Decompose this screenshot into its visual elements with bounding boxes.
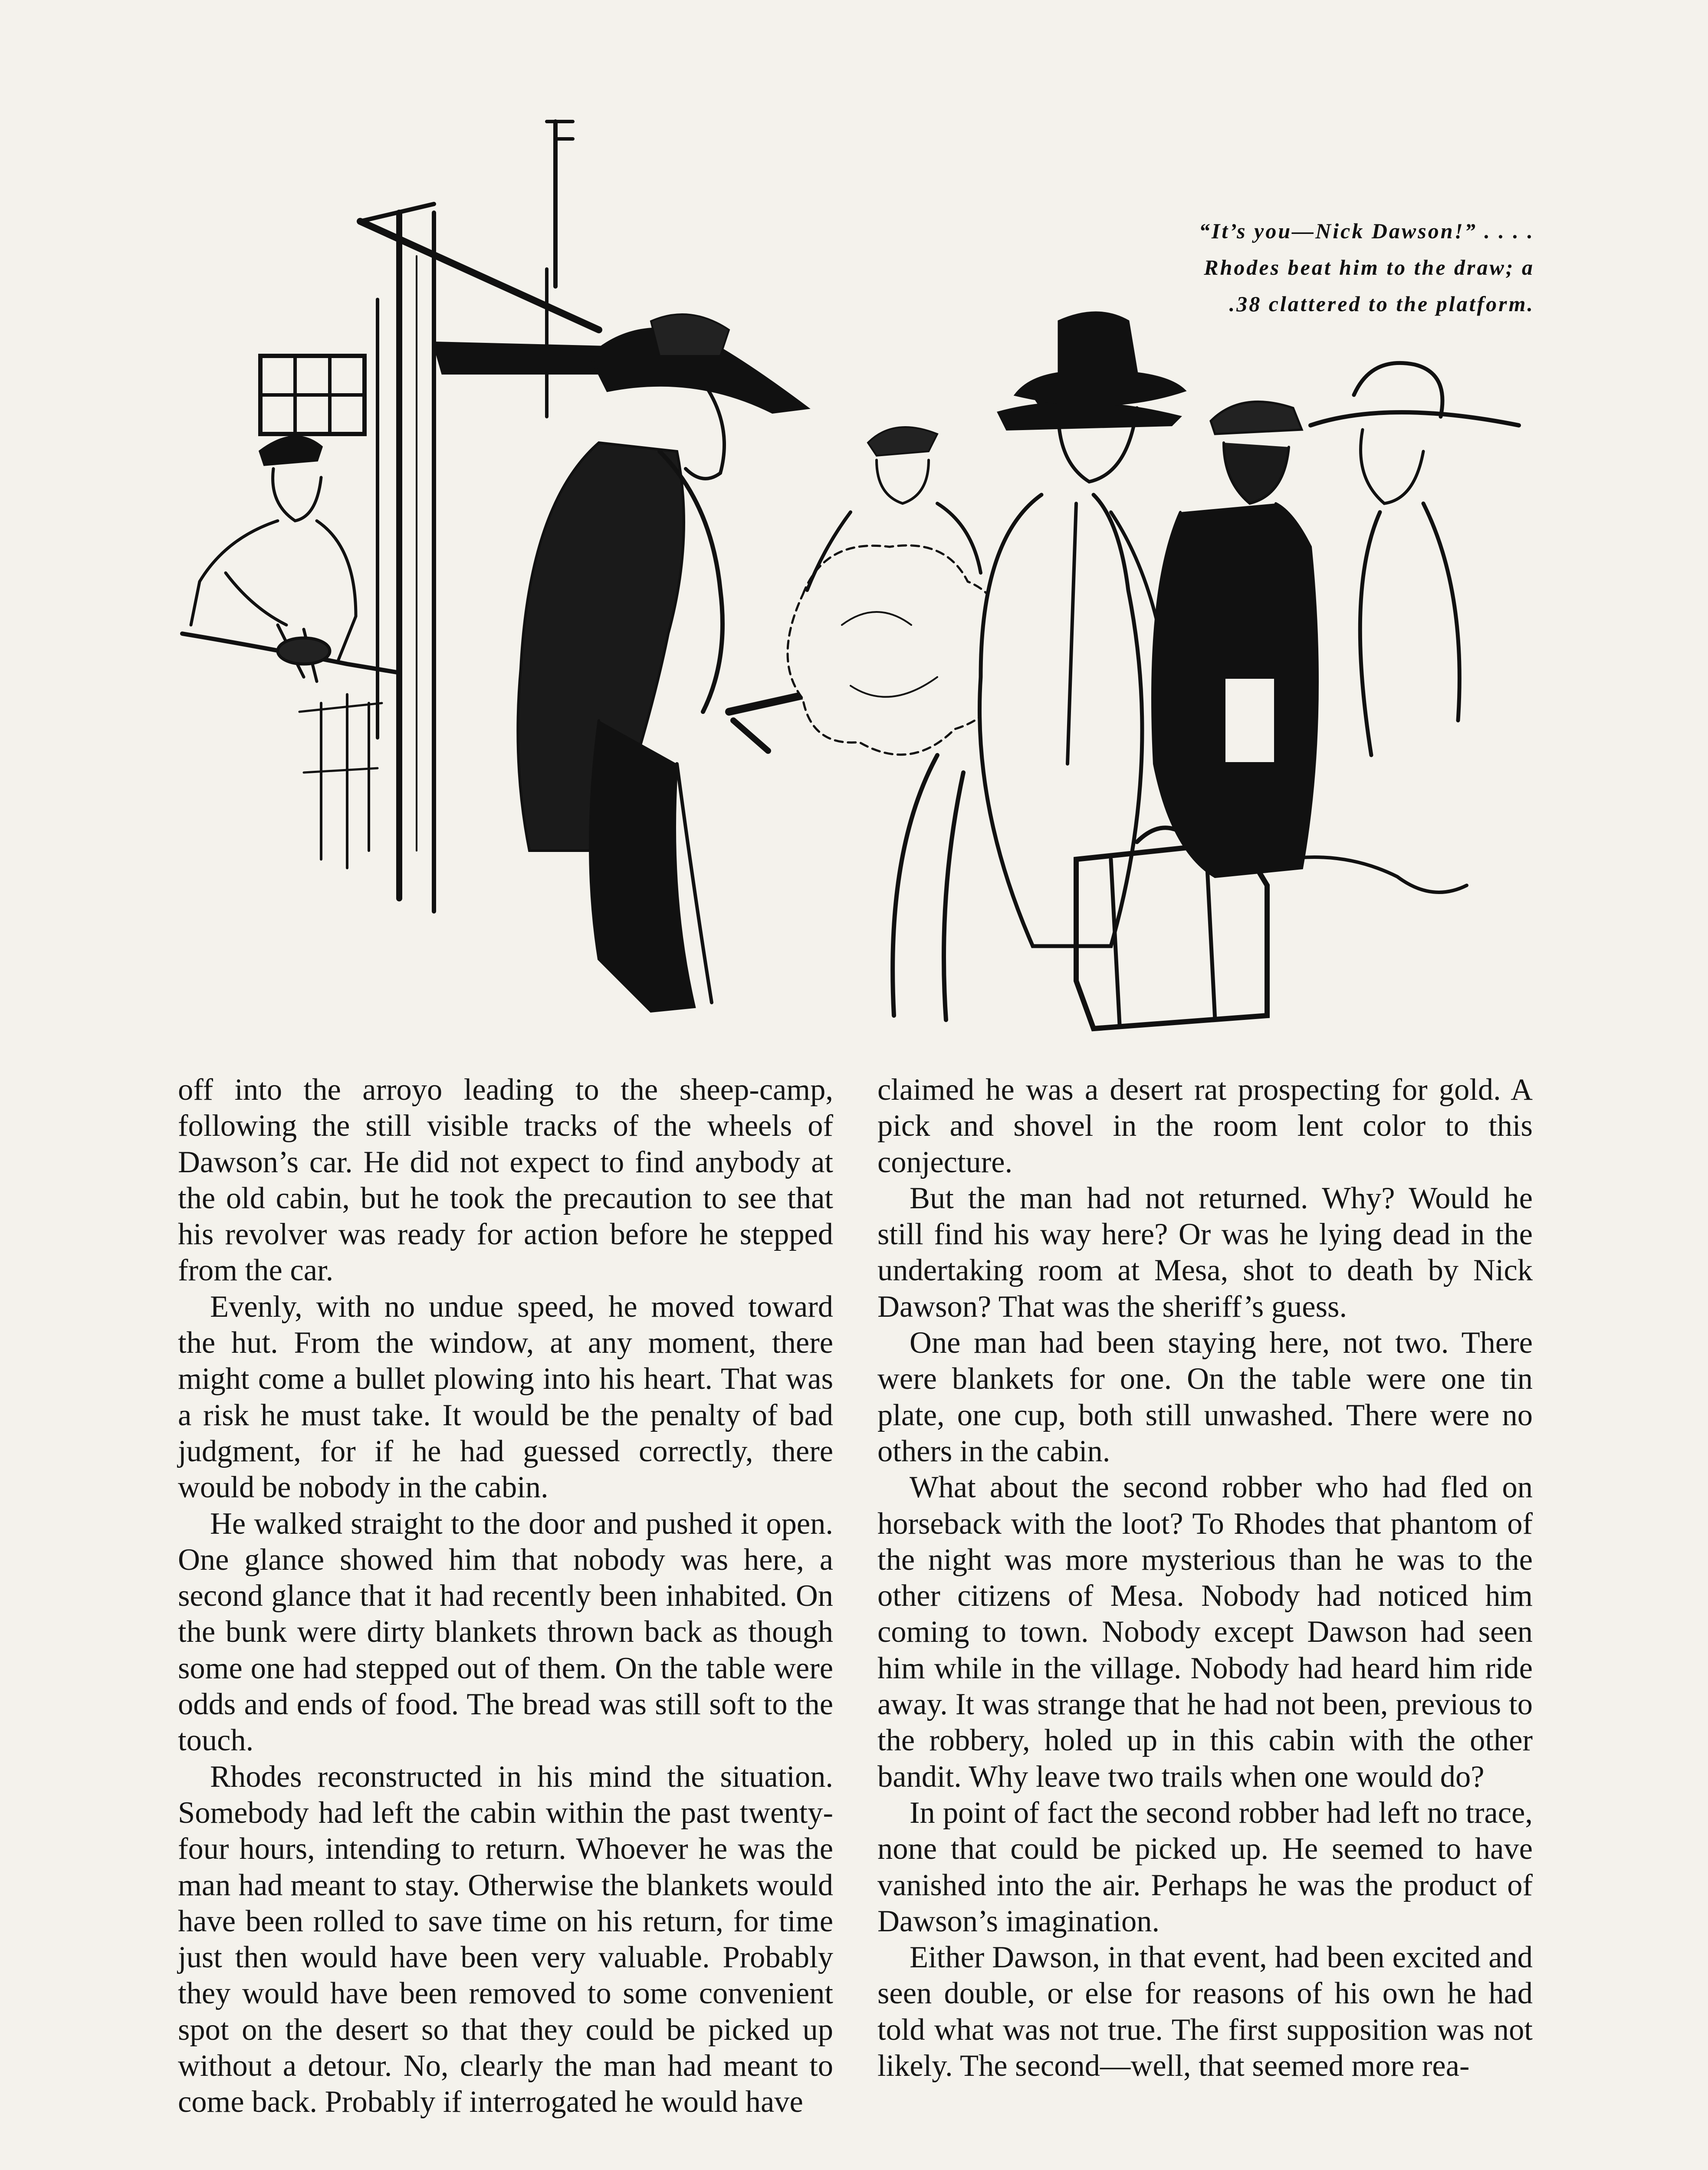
caption-line: Rhodes beat him to the draw; a: [1204, 255, 1534, 279]
paragraph: But the man had not returned. Why? Would he still find his way here? Or was he lying dead in the undertaking room at Mesa, shot to death by Nick Dawson? That was the sheriff’s guess.: [877, 1181, 1533, 1324]
illustration-caption: [996, 213, 1534, 322]
paragraph: Rhodes reconstructed in his mind the situation. Somebody had left the cabin within the past twenty-four hours, intending to return. Whoever he was the man had meant to stay. Otherwise the blankets would have been rolled to save time on his return, for time just then would have been very valuable. Probably they would have been removed to some convenient spot on the desert so that they could be picked up without a detour. No, clearly the man had meant to come back. Probably if interrogated he would have: [178, 1759, 833, 2119]
caption-line: .38 clattered to the platform.: [1229, 292, 1534, 316]
paragraph: off into the arroyo leading to the sheep-camp, following the still visible tracks of the wheels of Dawson’s car. He did not expect to find anybody at the old cabin, but he took the precaution to see that his revolver was ready for action before he stepped from the car.: [178, 1073, 833, 1288]
caption-line: “It’s you—Nick Dawson!” . . . .: [1199, 219, 1534, 243]
paragraph: What about the second robber who had fled on horseback with the loot? To Rhodes that phantom of the night was more mysterious than he was to the other citizens of Mesa. Nobody had noticed him coming to town. Nobody except Dawson had seen him while in the village. Nobody had heard him ride away. It was strange that he had not been, previous to the robbery, holed up in this cabin with the other bandit. Why leave two trails when one would do?: [877, 1470, 1533, 1794]
paragraph: One man had been staying here, not two. There were blankets for one. On the table were one tin plate, one cup, both still unwashed. There were no others in the cabin.: [877, 1326, 1533, 1468]
paragraph: Either Dawson, in that event, had been excited and seen double, or else for reasons of his own he had told what was not true. The first supposition was not likely. The second—well, that seemed more rea-: [877, 1940, 1533, 2083]
paragraph: In point of fact the second robber had left no trace, none that could be picked up. He seemed to have vanished into the air. Perhaps he was the product of Dawson’s imagination.: [877, 1795, 1533, 1938]
text-column-right: [877, 1072, 1533, 2084]
text-column-left: [178, 1072, 833, 2121]
paragraph: claimed he was a desert rat prospecting for gold. A pick and shovel in the room lent color to this conjecture.: [877, 1073, 1533, 1179]
paragraph: He walked straight to the door and pushed it open. One glance showed him that nobody was here, a second glance that it had recently been inhabited. On the bunk were dirty blankets thrown back as though some one had stepped out of them. On the table were odds and ends of food. The bread was still soft to the touch.: [178, 1506, 833, 1758]
paragraph: Evenly, with no undue speed, he moved toward the hut. From the window, at any moment, there might come a bullet plowing into his heart. That was a risk he must take. It would be the penalty of bad judgment, for if he had guessed correctly, there would be nobody in the cabin.: [178, 1289, 833, 1505]
